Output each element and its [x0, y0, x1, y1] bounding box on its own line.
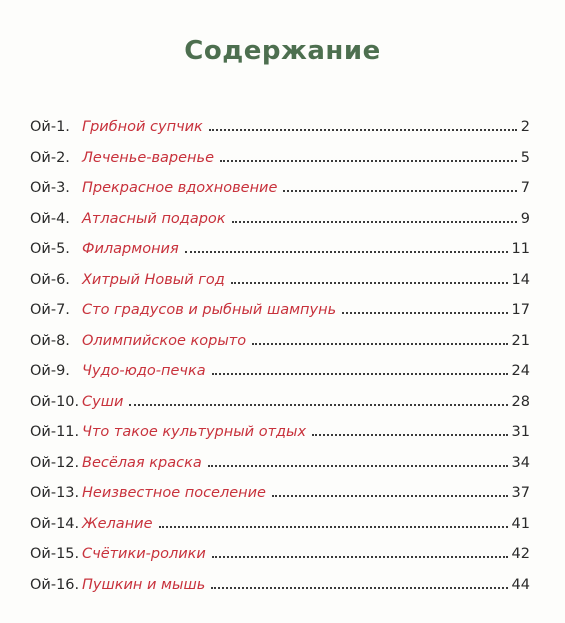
dot-leader — [312, 433, 507, 436]
toc-entry-number: Ой-5. — [30, 241, 70, 257]
dot-leader — [220, 159, 517, 162]
dot-leader — [231, 281, 508, 284]
toc-entry-title: Атласный подарок — [82, 210, 226, 227]
dot-leader — [208, 464, 508, 467]
table-of-contents — [30, 112, 530, 600]
toc-entry-page: 2 — [520, 119, 530, 135]
toc-entry — [30, 387, 530, 418]
toc-entry-title: Пушкин и мышь — [82, 576, 206, 593]
dot-leader — [159, 525, 508, 528]
toc-entry-number: Ой-4. — [30, 210, 70, 227]
toc-entry-number: Ой-1. — [30, 119, 70, 135]
toc-entry — [30, 265, 530, 296]
toc-entry-number: Ой-14. — [30, 515, 80, 532]
toc-entry-page: 24 — [511, 363, 530, 379]
toc-entry-page: 41 — [511, 515, 530, 532]
toc-entry-page: 28 — [511, 393, 530, 410]
dot-leader — [185, 250, 508, 253]
toc-entry — [30, 204, 530, 235]
toc-entry-page: 9 — [520, 210, 530, 227]
toc-entry — [30, 356, 530, 387]
toc-entry-number: Ой-11. — [30, 424, 80, 440]
toc-entry-number: Ой-2. — [30, 149, 70, 166]
toc-entry-page: 11 — [511, 241, 530, 257]
dot-leader — [342, 311, 507, 314]
page-title: Содержание — [184, 36, 381, 66]
toc-entry-page: 7 — [520, 180, 530, 196]
toc-entry-number: Ой-15. — [30, 546, 80, 562]
toc-entry-number: Ой-3. — [30, 180, 70, 196]
toc-entry-title: Хитрый Новый год — [82, 271, 225, 288]
toc-entry — [30, 539, 530, 570]
toc-entry-number: Ой-7. — [30, 302, 70, 318]
dot-leader — [232, 220, 517, 223]
toc-entry-title: Прекрасное вдохновение — [82, 180, 278, 196]
toc-entry-title: Олимпийское корыто — [82, 332, 247, 349]
dot-leader — [211, 586, 507, 589]
toc-entry — [30, 417, 530, 448]
toc-entry — [30, 112, 530, 143]
toc-entry-number: Ой-8. — [30, 332, 70, 349]
toc-entry-title: Весёлая краска — [82, 454, 202, 471]
toc-entry-title: Желание — [82, 515, 153, 532]
toc-entry-page: 14 — [511, 271, 530, 288]
dot-leader — [283, 189, 516, 192]
toc-entry-page: 44 — [511, 576, 530, 593]
toc-entry-title: Грибной супчик — [82, 119, 203, 135]
dot-leader — [212, 555, 508, 558]
toc-entry-title: Неизвестное поселение — [82, 485, 266, 501]
toc-entry-page: 31 — [511, 424, 530, 440]
toc-entry-page: 17 — [511, 302, 530, 318]
dot-leader — [272, 494, 508, 497]
toc-entry-number: Ой-13. — [30, 485, 80, 501]
toc-entry-title: Суши — [82, 393, 124, 410]
toc-entry — [30, 143, 530, 174]
toc-entry — [30, 326, 530, 357]
toc-entry-page: 21 — [511, 332, 530, 349]
toc-entry-title: Сто градусов и рыбный шампунь — [82, 302, 337, 318]
toc-entry-page: 37 — [511, 485, 530, 501]
toc-entry-title: Счётики-ролики — [82, 546, 206, 562]
toc-entry — [30, 234, 530, 265]
toc-entry-title: Леченье-варенье — [82, 149, 214, 166]
toc-entry-page: 34 — [511, 454, 530, 471]
dot-leader — [212, 372, 508, 375]
toc-entry-title: Филармония — [82, 241, 179, 257]
dot-leader — [209, 128, 517, 131]
toc-entry-number: Ой-10. — [30, 393, 80, 410]
toc-entry-number: Ой-9. — [30, 363, 70, 379]
toc-entry — [30, 570, 530, 601]
toc-entry — [30, 478, 530, 509]
dot-leader — [252, 342, 507, 345]
toc-entry — [30, 295, 530, 326]
toc-entry-number: Ой-16. — [30, 576, 80, 593]
toc-entry-number: Ой-12. — [30, 454, 80, 471]
toc-entry — [30, 509, 530, 540]
toc-entry-page: 5 — [520, 149, 530, 166]
toc-entry — [30, 173, 530, 204]
toc-entry-page: 42 — [511, 546, 530, 562]
toc-entry — [30, 448, 530, 479]
toc-entry-title: Чудо-юдо-печка — [82, 363, 206, 379]
toc-entry-number: Ой-6. — [30, 271, 70, 288]
toc-entry-title: Что такое культурный отдых — [82, 424, 307, 440]
dot-leader — [129, 403, 507, 406]
